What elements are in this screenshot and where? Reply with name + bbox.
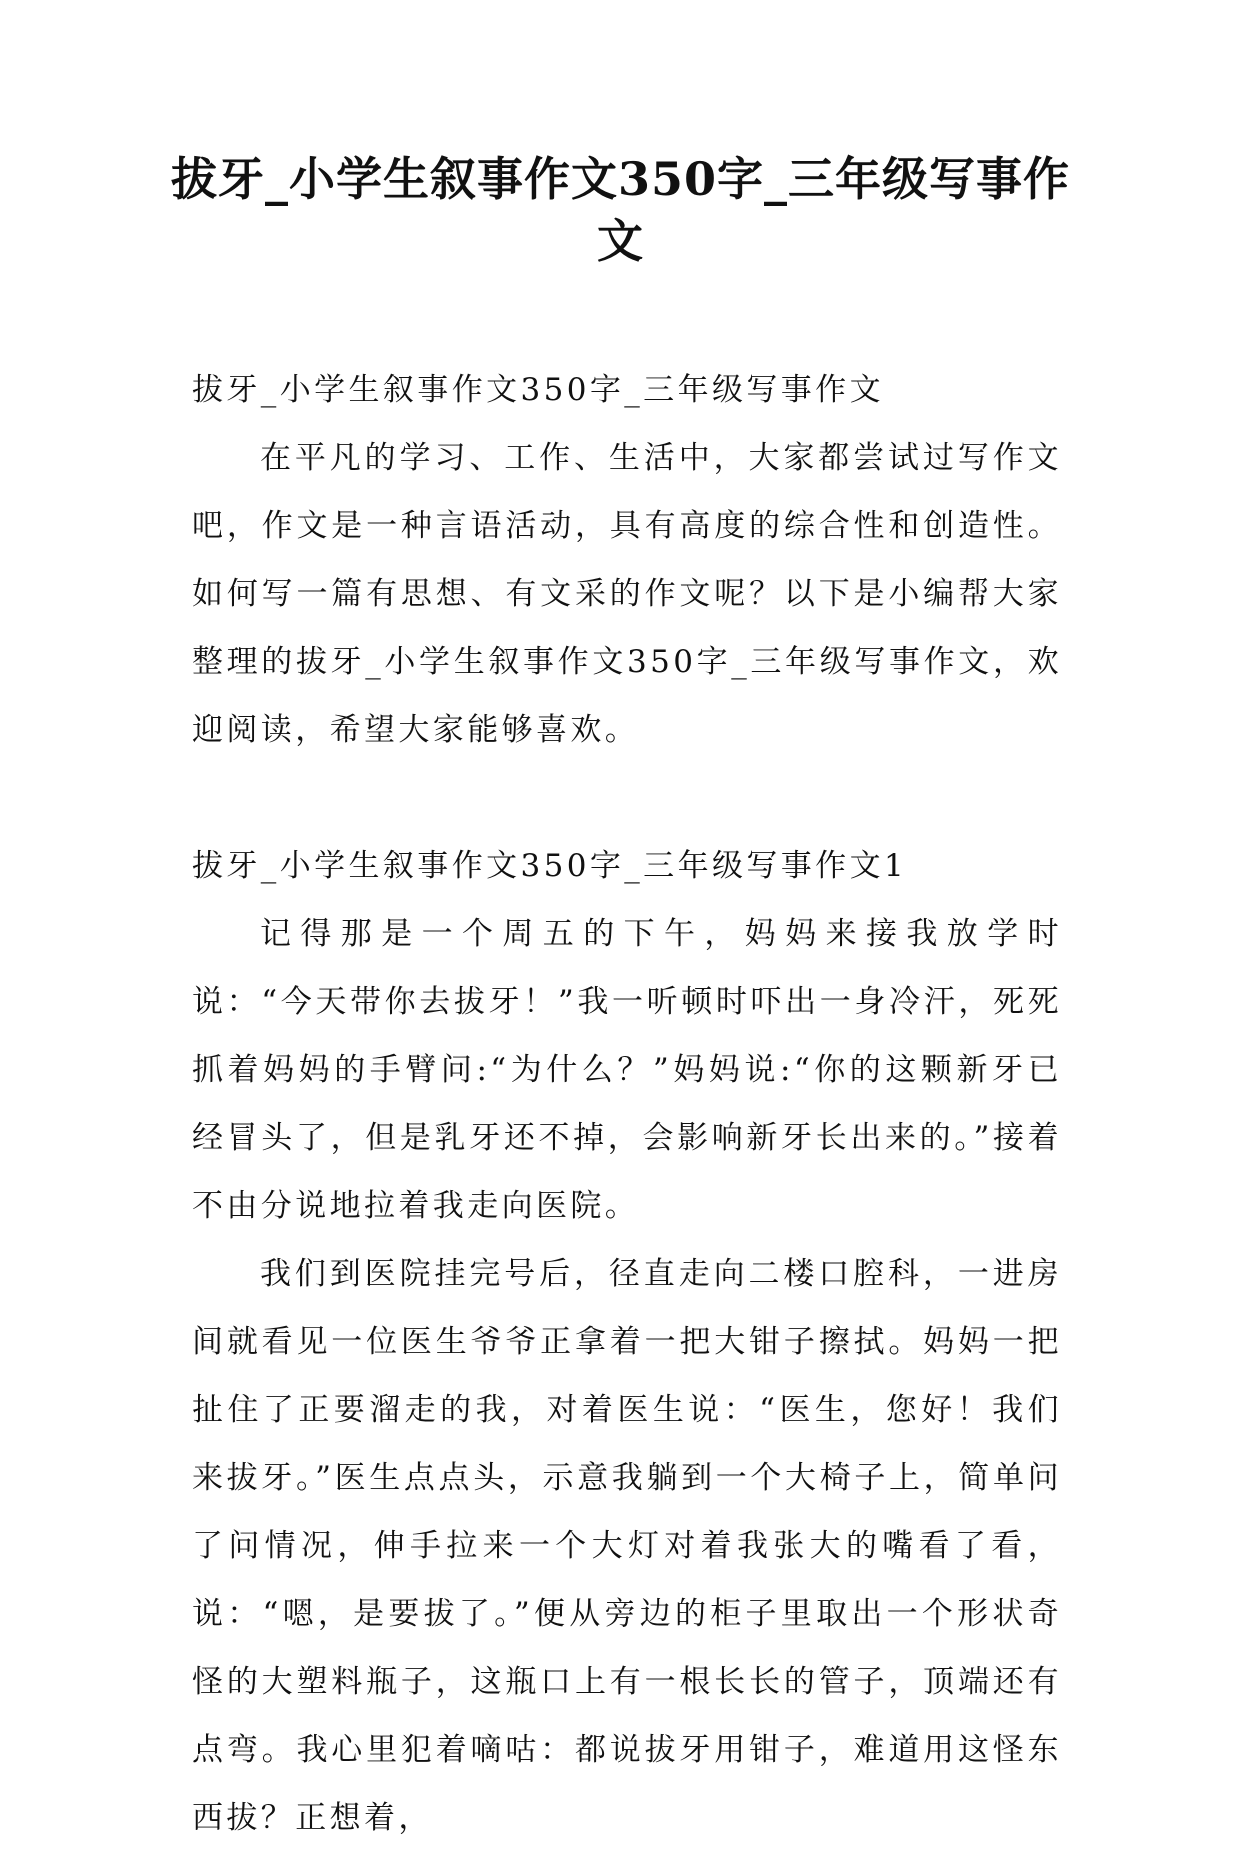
essay-paragraph: 记得那是一个周五的下午，妈妈来接我放学时说：“今天带你去拔牙！”我一听顿时吓出一身冷汗，死死抓着妈妈的手臂问:“为什么？”妈妈说:“你的这颗新牙已经冒头了，但是乳牙还不掉，会影响新牙长出来的。”接着不由分说地拉着我走向医院。 bbox=[192, 916, 1062, 1224]
paragraph-spacer bbox=[192, 764, 1062, 832]
essay-paragraph: 我们到医院挂完号后，径直走向二楼口腔科，一进房间就看见一位医生爷爷正拿着一把大钳子擦拭。妈妈一把扯住了正要溜走的我，对着医生说：“医生，您好！我们来拔牙。”医生点点头，示意我躺到一个大椅子上，简单问了问情况，伸手拉来一个大灯对着我张大的嘴看了看，说：“嗯，是要拔了。”便从旁边的柜子里取出一个形状奇怪的大塑料瓶子，这瓶口上有一根长长的管子，顶端还有点弯。我心里犯着嘀咕：都说拔牙用钳子，难道用这怪东西拔？正想着， bbox=[192, 1256, 1062, 1836]
document-title: 拔牙_小学生叙事作文350字_三年级写事作文 bbox=[170, 152, 1071, 268]
essay-heading: 拔牙_小学生叙事作文350字_三年级写事作文1 bbox=[192, 848, 908, 884]
intro-heading: 拔牙_小学生叙事作文350字_三年级写事作文 bbox=[192, 372, 884, 408]
intro-paragraph: 在平凡的学习、工作、生活中，大家都尝试过写作文吧，作文是一种言语活动，具有高度的综合性和创造性。如何写一篇有思想、有文采的作文呢？以下是小编帮大家整理的拔牙_小学生叙事作文350字_三年级写事作文，欢迎阅读，希望大家能够喜欢。 bbox=[192, 440, 1062, 748]
document-body bbox=[192, 356, 1062, 1852]
